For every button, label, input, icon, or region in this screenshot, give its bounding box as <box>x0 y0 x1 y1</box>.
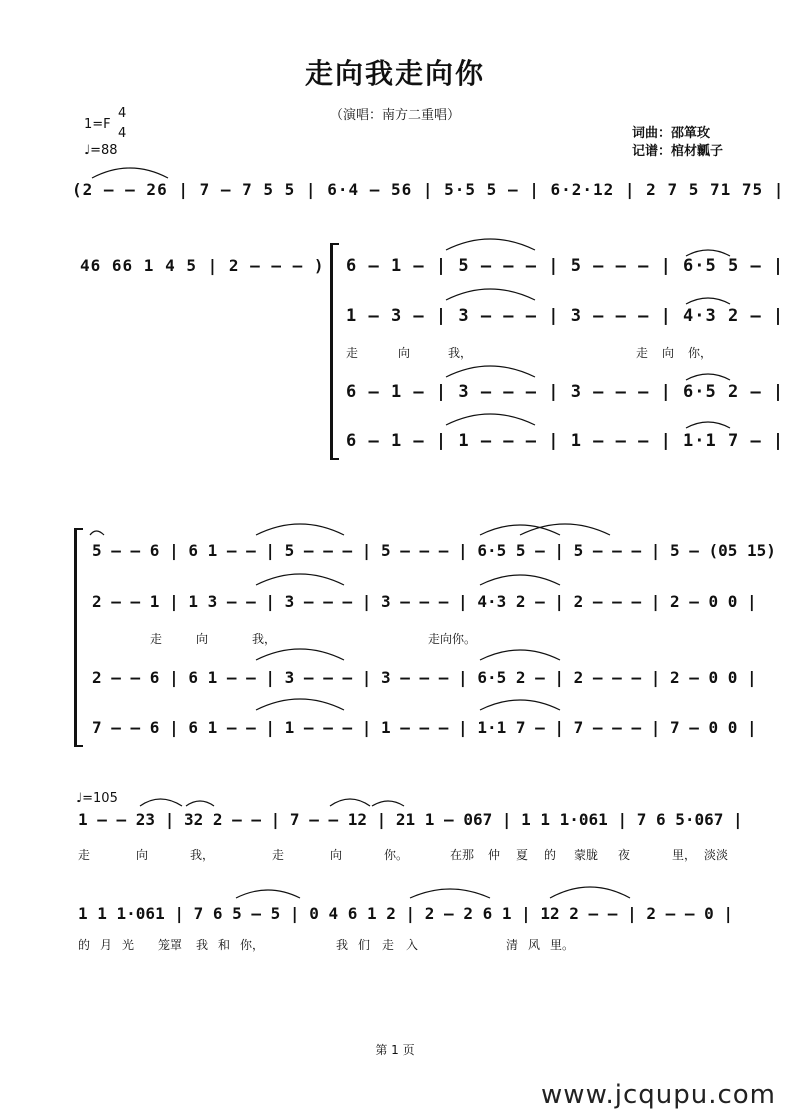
line-4-lyric: 我 <box>336 938 349 952</box>
line-3-lyric: 淡淡 <box>704 848 729 862</box>
system-1-lyric: 我， <box>448 346 473 360</box>
line-3-lyric: 仲 <box>488 848 501 862</box>
line-3-lyric: 你。 <box>384 848 409 862</box>
line-3-notes: 1 — — 23 | 32 2 — — | 7 — — 12 | 21 1 — 067 | 1 1 1·061 | 7 6 5·067 | <box>78 810 743 829</box>
line-3-lyric: 向 <box>330 848 343 862</box>
time-signature-top: 4 <box>118 106 127 121</box>
intro-line-1: (2 — — 26 | 7 — 7 5 5 | 6·4 — 56 | 5·5 5 — | 6·2·12 | 2 7 5 71 75 | <box>72 180 785 199</box>
line-3-lyric: 夏 <box>516 848 529 862</box>
line-3-lyric: 的 <box>544 848 557 862</box>
watermark-url: www.jcqupu.com <box>541 1080 776 1110</box>
system-2-voice-2: 2 — — 1 | 1 3 — — | 3 — — — | 3 — — — | 4·3 2 — | 2 — — — | 2 — 0 0 | <box>92 592 757 611</box>
line-4-lyric: 你， <box>240 938 265 952</box>
system-1-lyric: 你， <box>688 346 713 360</box>
credit-transcriber: 记谱：棺材瓤子 <box>632 144 724 159</box>
line-4-lyric: 入 <box>406 938 419 952</box>
song-title: 走向我走向你 <box>304 57 485 90</box>
page-number: 第 1 页 <box>375 1043 415 1057</box>
system-2-lyric: 走 <box>150 632 163 646</box>
system-2-lyric: 走向你。 <box>428 632 477 646</box>
line-3-lyric: 向 <box>136 848 149 862</box>
line-4-lyric: 走 <box>382 938 395 952</box>
system-1-voice-1: 6 — 1 — | 5 — — — | 5 — — — | 6·5 5 — | <box>346 256 785 276</box>
line-4-lyric: 笼罩 <box>158 938 183 952</box>
system-1-voice-3: 6 — 1 — | 3 — — — | 3 — — — | 6·5 2 — | <box>346 382 785 402</box>
time-signature-bottom: 4 <box>118 126 127 141</box>
system-1-lyric: 向 <box>662 346 675 360</box>
system-2-voice-1: 5 — — 6 | 6 1 — — | 5 — — — | 5 — — — | 6·5 5 — | 5 — — — | 5 — (05 15) <box>92 541 776 560</box>
key-signature: 1=F <box>84 117 111 132</box>
line-3-lyric: 我， <box>190 848 215 862</box>
line-3-lyric: 走 <box>78 848 91 862</box>
system-1-lyric: 向 <box>398 346 411 360</box>
line-4-lyric: 的 <box>78 938 91 952</box>
intro-line-2: 46 66 1 4 5 | 2 — — — ) <box>80 256 325 275</box>
line-4-lyric: 清 <box>506 938 519 952</box>
line-3-lyric: 夜 <box>618 848 631 862</box>
line-3-lyric: 蒙胧 <box>574 848 599 862</box>
system-2-voice-3: 2 — — 6 | 6 1 — — | 3 — — — | 3 — — — | 6·5 2 — | 2 — — — | 2 — 0 0 | <box>92 668 757 687</box>
system-1-lyric: 走 <box>346 346 359 360</box>
system-2-lyric: 我， <box>252 632 277 646</box>
line-4-lyric: 和 <box>218 938 231 952</box>
line-4-lyric: 我 <box>196 938 209 952</box>
line-4-lyric: 里。 <box>550 938 575 952</box>
system-1-lyric: 走 <box>636 346 649 360</box>
line-4-lyric: 月 <box>100 938 113 952</box>
line-4-notes: 1 1 1·061 | 7 6 5 — 5 | 0 4 6 1 2 | 2 — 2 6 1 | 12 2 — — | 2 — — 0 | <box>78 904 734 923</box>
system-1-voice-4: 6 — 1 — | 1 — — — | 1 — — — | 1·1 7 — | <box>346 431 785 451</box>
tempo-marking-1: ♩=88 <box>84 143 118 158</box>
line-4-lyric: 风 <box>528 938 541 952</box>
system-2-voice-4: 7 — — 6 | 6 1 — — | 1 — — — | 1 — — — | 1·1 7 — | 7 — — — | 7 — 0 0 | <box>92 718 757 737</box>
credit-lyrics-music: 词曲：邵箪玫 <box>632 126 711 141</box>
performer-subtitle: （演唱：南方二重唱） <box>329 108 460 123</box>
system-1-voice-2: 1 — 3 — | 3 — — — | 3 — — — | 4·3 2 — | <box>346 306 785 326</box>
line-4-lyric: 光 <box>122 938 135 952</box>
system-2-lyric: 向 <box>196 632 209 646</box>
line-3-lyric: 里， <box>672 848 697 862</box>
line-4-lyric: 们 <box>358 938 371 952</box>
tempo-marking-2: ♩=105 <box>76 791 118 806</box>
line-3-lyric: 在那 <box>450 848 475 862</box>
line-3-lyric: 走 <box>272 848 285 862</box>
